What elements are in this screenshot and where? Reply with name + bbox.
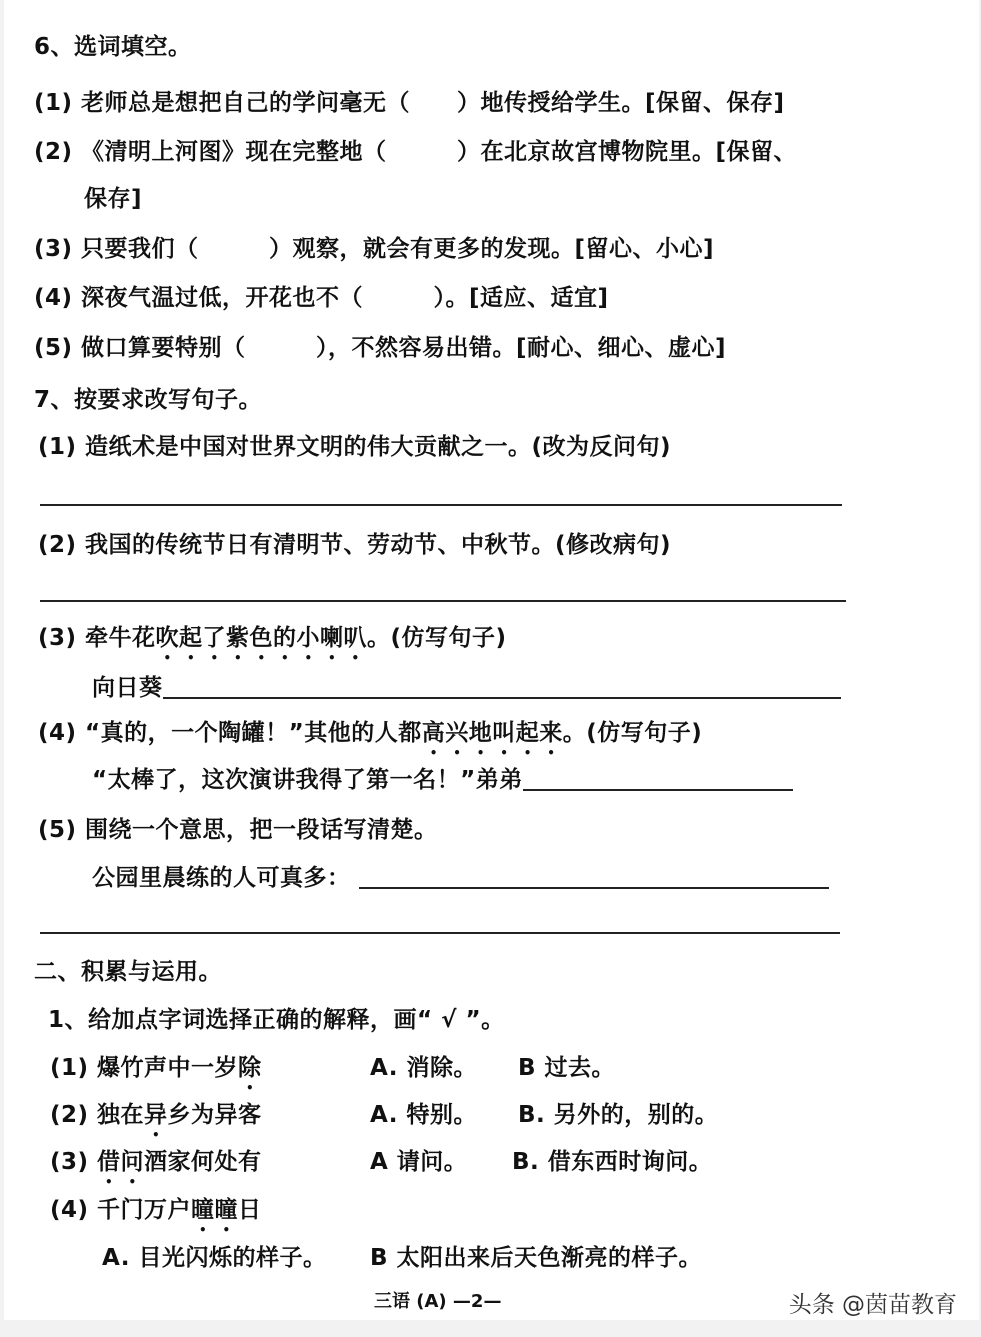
q7-item-3 <box>38 623 507 665</box>
item-text: 我国的传统节日有清明节、劳动节、中秋节。(修改病句) <box>85 532 672 558</box>
item-number: (4) <box>34 285 73 311</box>
option-b[interactable]: B 过去。 <box>518 1055 616 1081</box>
answer-line-3[interactable] <box>163 697 841 699</box>
answer-line-5[interactable] <box>359 887 829 889</box>
s2-item-2 <box>50 1100 262 1142</box>
q7-item-4 <box>38 718 702 760</box>
answer-line-1[interactable] <box>40 504 842 506</box>
answer-line-2[interactable] <box>40 600 846 602</box>
item-text: 牵牛花 <box>85 625 156 651</box>
item-number: (2) <box>50 1102 89 1128</box>
q7-item-1 <box>38 432 671 462</box>
item-text: 做口算要特别（ ），不然容易出错。[耐心、细心、虚心] <box>81 335 727 361</box>
answer-line-6[interactable] <box>40 932 840 934</box>
item-number: (3) <box>38 625 77 651</box>
q7-item-3-answer <box>92 673 841 703</box>
dotted-text: 吹起了紫色的小喇叭 <box>155 625 368 651</box>
section-2-title: 二、积累与运用。 <box>34 959 222 985</box>
s2-item-1 <box>50 1053 262 1095</box>
q6-title: 6、选词填空。 <box>34 34 192 60</box>
dotted-text: 高兴地叫起来 <box>421 720 563 746</box>
item-text: 只要我们（ ）观察，就会有更多的发现。[留心、小心] <box>81 236 715 262</box>
item-text: 酒家何处有 <box>144 1149 262 1175</box>
page-footer: 三语 (A) —2— <box>374 1291 502 1312</box>
item-text: “真的，一个陶罐！”其他的人都 <box>85 720 422 746</box>
item-number: (1) <box>38 434 77 460</box>
exam-page <box>4 0 979 1320</box>
q6-item-2 <box>34 137 797 167</box>
option-b[interactable]: B. 借东西时询问。 <box>512 1149 713 1175</box>
q7-item-4-answer <box>92 765 793 795</box>
item-number: (4) <box>50 1197 89 1223</box>
item-number: (1) <box>34 90 73 116</box>
item-instruction: 。(仿写句子) <box>562 720 703 746</box>
option-b[interactable]: B 太阳出来后天色渐亮的样子。 <box>370 1245 703 1271</box>
q6-item-2-cont: 保存] <box>84 186 143 212</box>
item-instruction: 。(仿写句子) <box>367 625 507 651</box>
answer-prefix: 公园里晨练的人可真多： <box>92 865 351 891</box>
s2-item-3 <box>50 1147 262 1189</box>
item-text: 爆竹声中一岁 <box>97 1055 239 1081</box>
item-number: (5) <box>38 817 77 843</box>
answer-prefix: 向日葵 <box>92 675 163 701</box>
s2-item-4 <box>50 1195 262 1237</box>
option-b[interactable]: B. 另外的，别的。 <box>518 1102 719 1128</box>
q7-item-2 <box>38 530 671 560</box>
item-text: 《清明上河图》现在完整地（ ）在北京故宫博物院里。[保留、 <box>81 139 798 165</box>
q7-title: 7、按要求改写句子。 <box>34 387 263 413</box>
s2-q1-title: 1、给加点字词选择正确的解释，画“ √ ”。 <box>48 1007 505 1033</box>
option-a[interactable]: A. 特别。 <box>370 1102 477 1128</box>
answer-prefix: “太棒了，这次演讲我得了第一名！”弟弟 <box>92 767 523 793</box>
item-number: (3) <box>50 1149 89 1175</box>
option-a[interactable]: A. 目光闪烁的样子。 <box>102 1245 327 1271</box>
option-a[interactable]: A 请问。 <box>370 1149 468 1175</box>
item-text: 独在 <box>97 1102 145 1128</box>
item-text: 千门万户 <box>97 1197 192 1223</box>
item-text: 深夜气温过低，开花也不（ ）。[适应、适宜] <box>81 285 609 311</box>
item-text: 围绕一个意思，把一段话写清楚。 <box>85 817 438 843</box>
answer-line-4[interactable] <box>523 789 793 791</box>
item-text: 造纸术是中国对世界文明的伟大贡献之一。(改为反问句) <box>85 434 672 460</box>
q6-item-3 <box>34 234 714 264</box>
dotted-text: 除 <box>238 1055 262 1081</box>
item-text: 乡为异客 <box>167 1102 262 1128</box>
item-number: (1) <box>50 1055 89 1081</box>
item-number: (2) <box>38 532 77 558</box>
q7-item-5 <box>38 815 438 845</box>
item-number: (4) <box>38 720 77 746</box>
item-text: 老师总是想把自己的学问毫无（ ）地传授给学生。[保留、保存] <box>81 90 785 116</box>
dotted-text: 异 <box>144 1102 168 1128</box>
option-a[interactable]: A. 消除。 <box>370 1055 477 1081</box>
dotted-text: 曈曈 <box>191 1197 239 1223</box>
item-text: 日 <box>238 1197 262 1223</box>
watermark: 头条 @茵苗教育 <box>788 1292 957 1318</box>
q6-item-1 <box>34 88 785 118</box>
q6-item-5 <box>34 333 726 363</box>
item-number: (3) <box>34 236 73 262</box>
dotted-text: 借问 <box>97 1149 145 1175</box>
q6-item-4 <box>34 283 609 313</box>
item-number: (2) <box>34 139 73 165</box>
q7-item-5-answer <box>92 863 829 893</box>
item-number: (5) <box>34 335 73 361</box>
